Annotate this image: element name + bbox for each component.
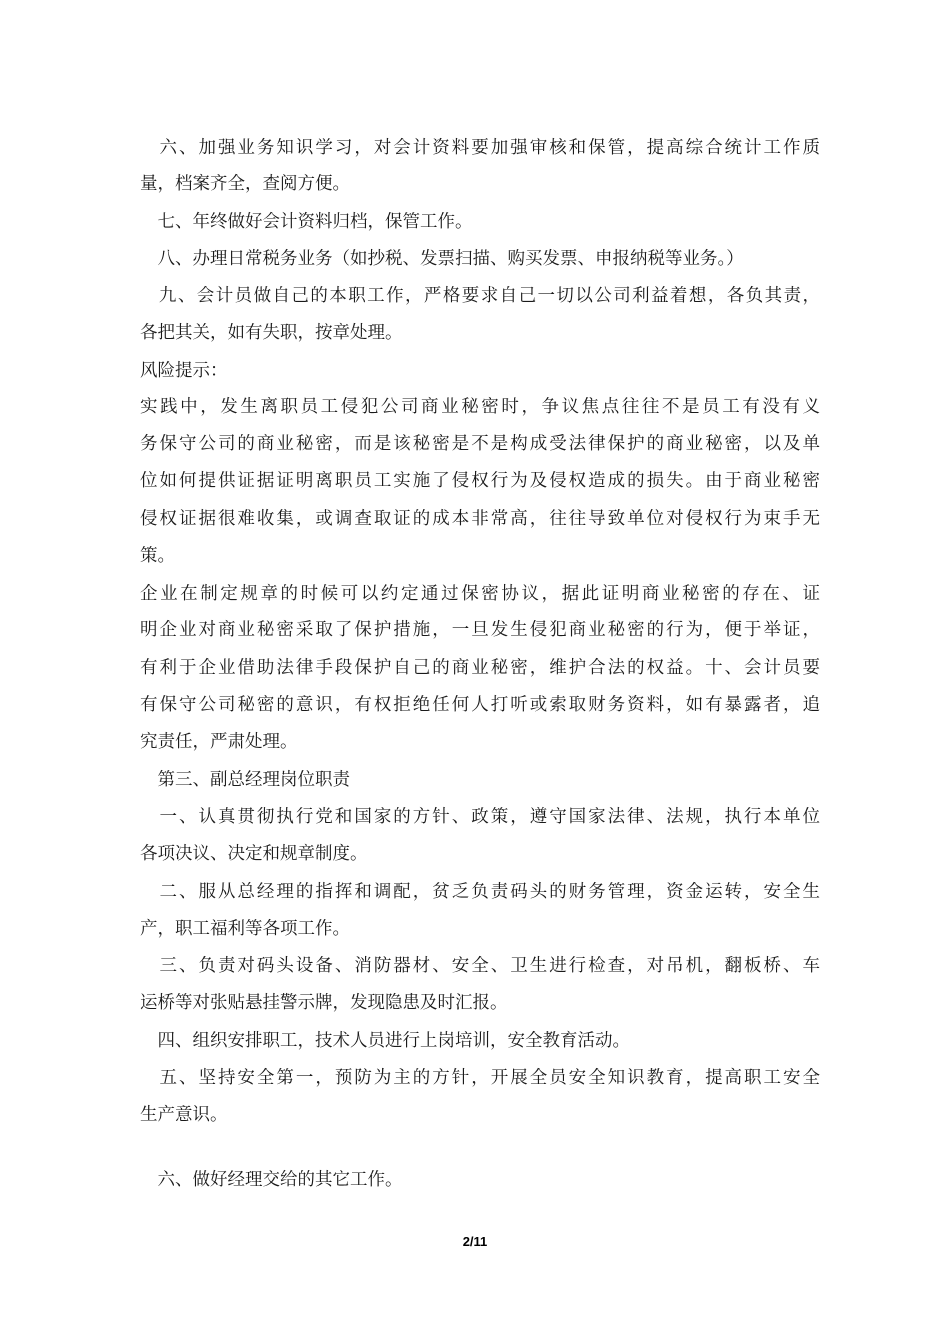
paragraph-line: 四、组织安排职工，技术人员进行上岗培训，安全教育活动。 xyxy=(140,1030,630,1051)
paragraph-line: 实践中，发生离职员工侵犯公司商业秘密时，争议焦点往往不是员工有没有义 xyxy=(140,396,820,417)
paragraph-line: 六、做好经理交给的其它工作。 xyxy=(140,1169,403,1190)
paragraph-line: 究责任，严肃处理。 xyxy=(140,731,298,752)
paragraph-line: 侵权证据很难收集，或调查取证的成本非常高，往往导致单位对侵权行为束手无 xyxy=(140,508,820,529)
paragraph-line: 生产意识。 xyxy=(140,1104,228,1125)
paragraph-line: 量，档案齐全，查阅方便。 xyxy=(140,173,350,194)
paragraph-line: 三、负责对码头设备、消防器材、安全、卫生进行检查，对吊机，翻板桥、车 xyxy=(140,955,820,976)
paragraph-line: 有利于企业借助法律手段保护自己的商业秘密，维护合法的权益。十、会计员要 xyxy=(140,657,820,678)
paragraph-line: 二、服从总经理的指挥和调配，贫乏负责码头的财务管理，资金运转，安全生 xyxy=(140,881,820,902)
section-heading: 风险提示： xyxy=(140,360,228,381)
paragraph-line: 各项决议、决定和规章制度。 xyxy=(140,843,368,864)
paragraph-line: 有保守公司秘密的意识，有权拒绝任何人打听或索取财务资料，如有暴露者，追 xyxy=(140,694,820,715)
paragraph-line: 企业在制定规章的时候可以约定通过保密协议，据此证明商业秘密的存在、证 xyxy=(140,583,820,604)
paragraph-line: 六、加强业务知识学习，对会计资料要加强审核和保管，提高综合统计工作质 xyxy=(140,137,820,158)
paragraph-line: 务保守公司的商业秘密，而是该秘密是不是构成受法律保护的商业秘密，以及单 xyxy=(140,433,820,454)
paragraph-line: 各把其关，如有失职，按章处理。 xyxy=(140,322,403,343)
section-heading: 第三、副总经理岗位职责 xyxy=(140,769,350,790)
paragraph-line: 九、会计员做自己的本职工作，严格要求自己一切以公司利益着想，各负其责， xyxy=(140,285,820,306)
paragraph-line: 七、年终做好会计资料归档，保管工作。 xyxy=(140,211,473,232)
paragraph-line: 五、坚持安全第一，预防为主的方针，开展全员安全知识教育，提高职工安全 xyxy=(140,1067,820,1088)
paragraph-line: 位如何提供证据证明离职员工实施了侵权行为及侵权造成的损失。由于商业秘密 xyxy=(140,470,820,491)
paragraph-line: 产，职工福利等各项工作。 xyxy=(140,918,350,939)
paragraph-line: 八、办理日常税务业务（如抄税、发票扫描、购买发票、申报纳税等业务。） xyxy=(140,248,744,269)
paragraph-line: 明企业对商业秘密采取了保护措施，一旦发生侵犯商业秘密的行为，便于举证， xyxy=(140,619,820,640)
paragraph-line: 运桥等对张贴悬挂警示牌，发现隐患及时汇报。 xyxy=(140,992,508,1013)
paragraph-line: 一、认真贯彻执行党和国家的方针、政策，遵守国家法律、法规，执行本单位 xyxy=(140,806,820,827)
page-number: 2/11 xyxy=(462,1234,488,1249)
paragraph-line: 策。 xyxy=(140,545,175,566)
